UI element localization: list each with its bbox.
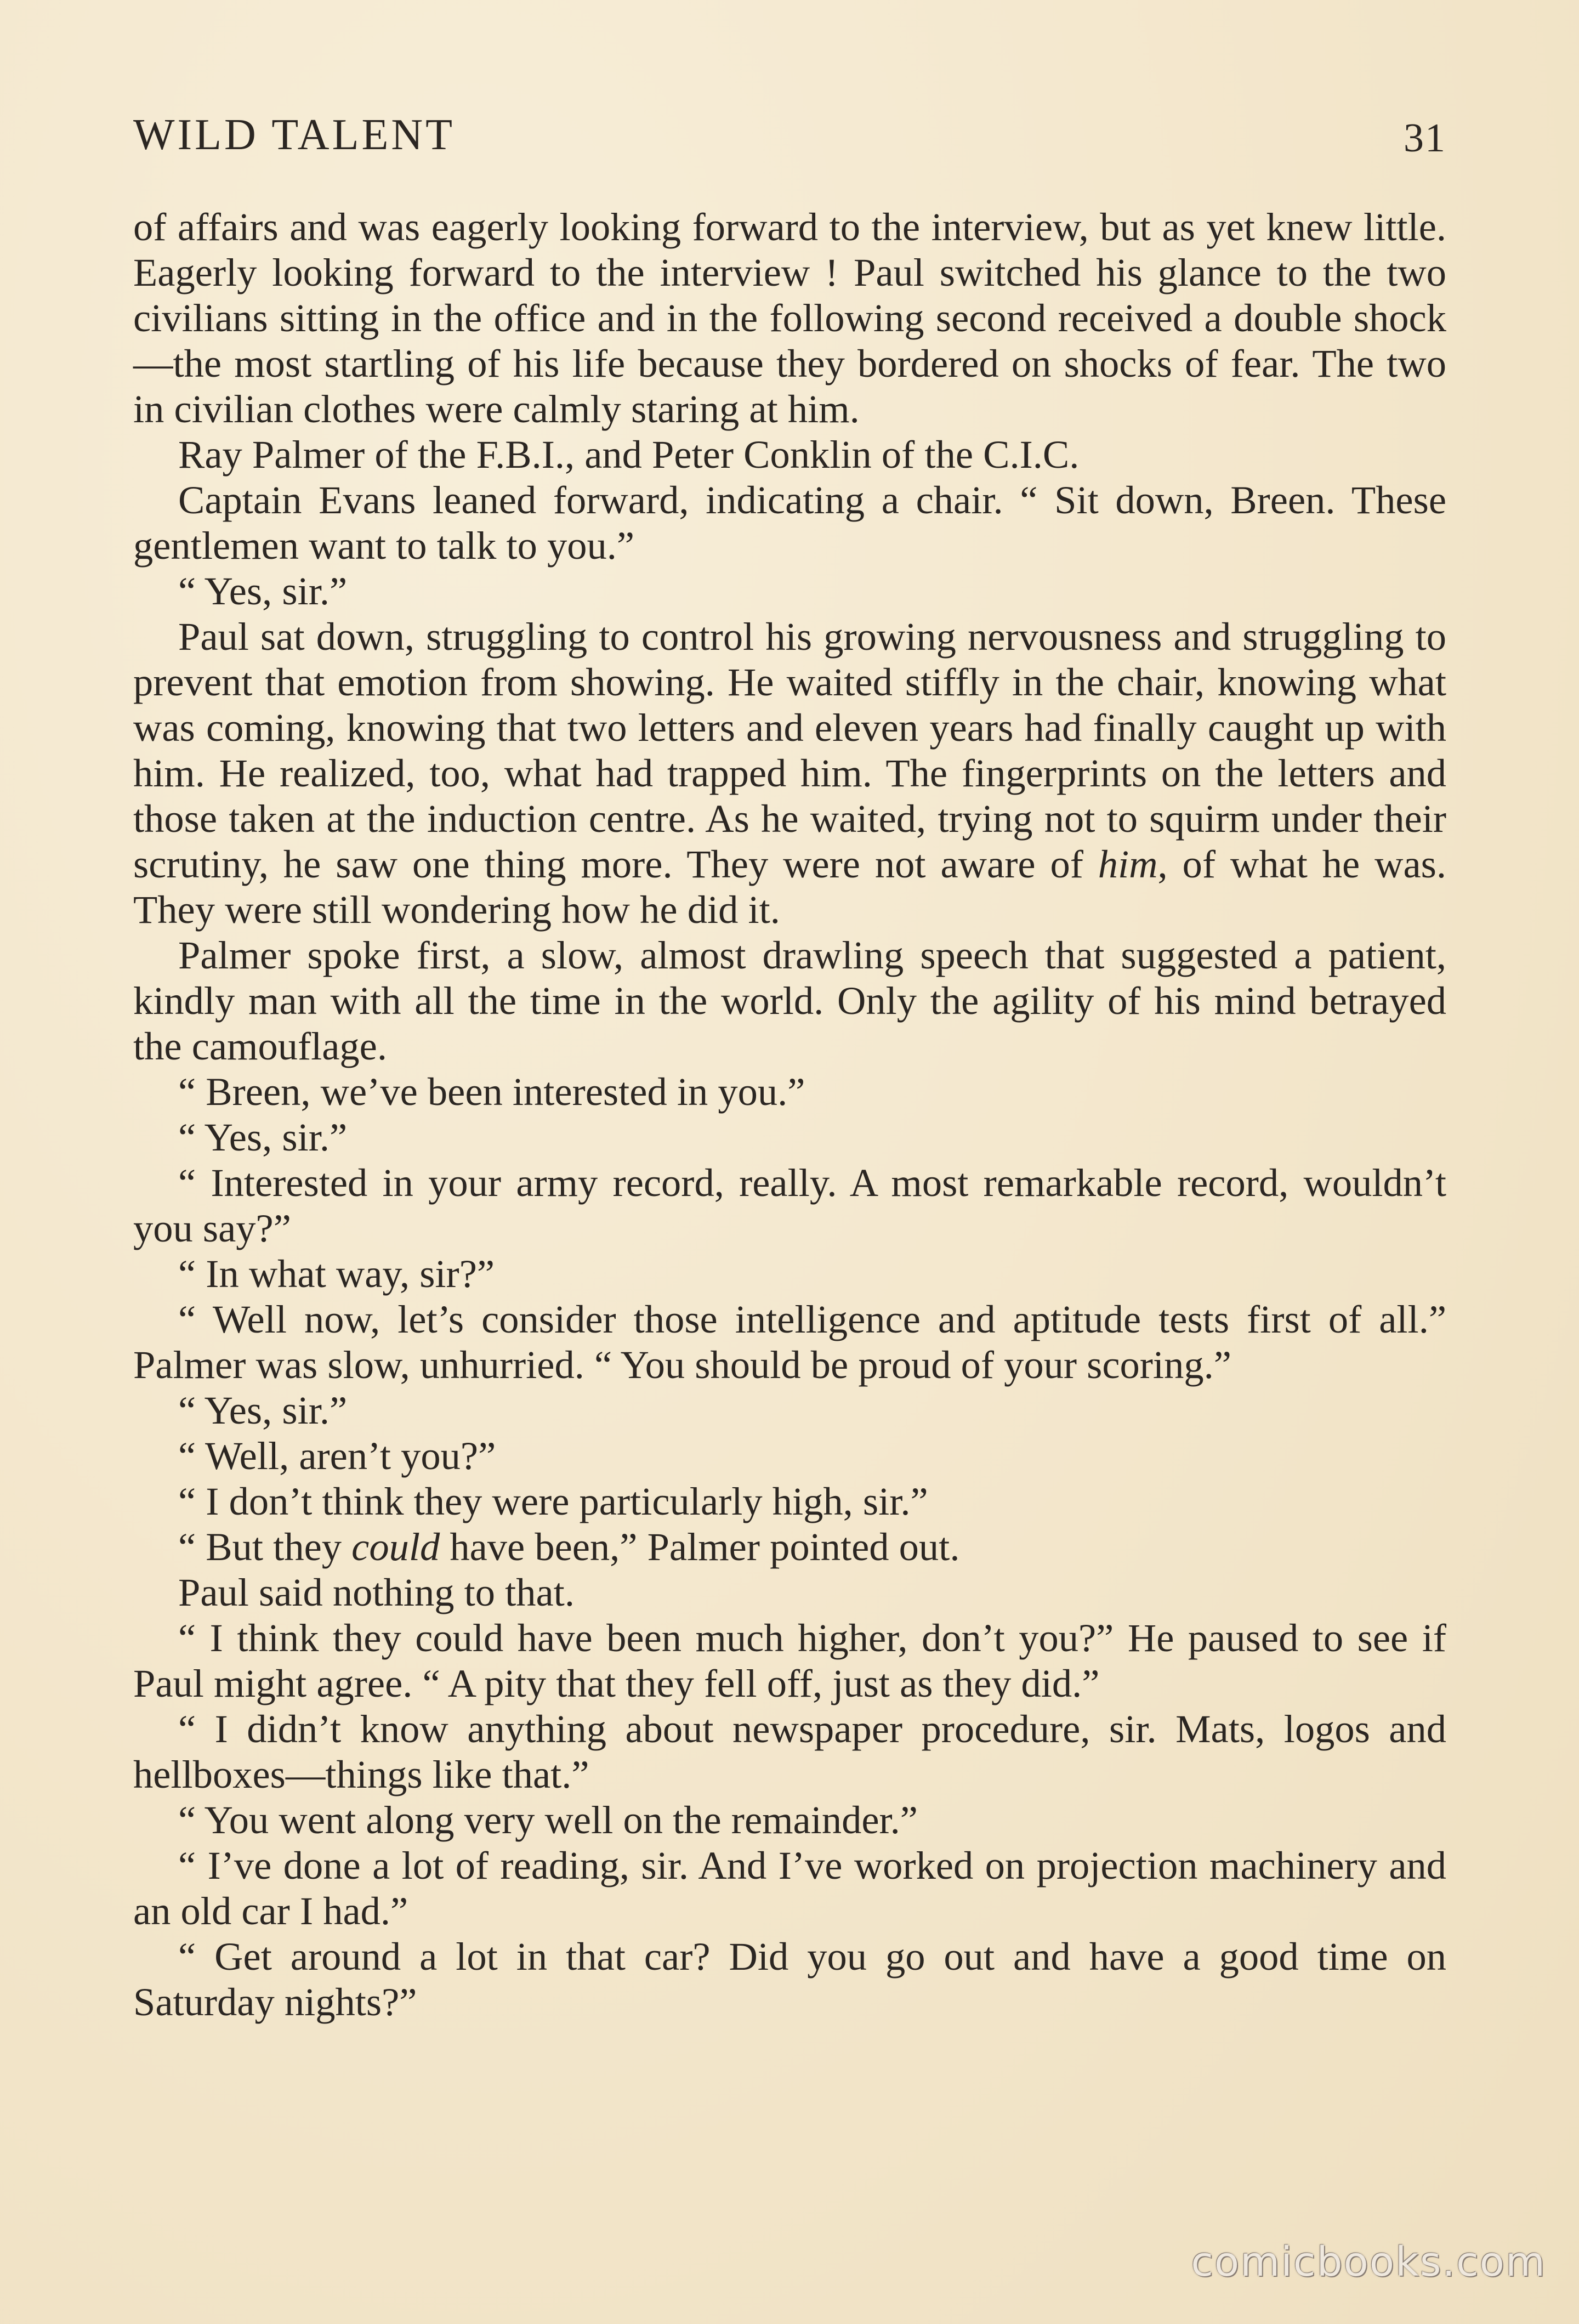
paragraph: “ Well now, let’s consider those intelligence and aptitude tests first of all.” Palmer was slow, unhurried. “ You should be proud of your scoring.” (133, 1297, 1446, 1387)
page-number: 31 (1404, 116, 1446, 161)
paragraph-text: , of what he was. They were still wondering how he did it. (133, 842, 1446, 932)
emphasized-word: could (351, 1524, 440, 1569)
watermark: comicbooks.com (1191, 2238, 1546, 2286)
paragraph: “ In what way, sir?” (178, 1251, 495, 1296)
paragraph: “ I think they could have been much higher, don’t you?” He paused to see if Paul might agree. “ A pity that they fell off, just as they did.” (133, 1616, 1446, 1705)
paragraph-text: Paul sat down, struggling to control his growing nervousness and struggling to prevent that emotion from showing. He waited stiffly in the chair, knowing what was coming, knowing that two letters and eleven years had finally caught up with him. He realized, too, what had trapped him. The fingerprints on the letters and those taken at the induction centre. As he waited, trying not to squirm under their scrutiny, he saw one thing more. They were not aware of (133, 614, 1446, 886)
paragraph: “ Well, aren’t you?” (178, 1433, 496, 1478)
paragraph-text: “ But they (178, 1524, 352, 1569)
paragraph: Ray Palmer of the F.B.I., and Peter Conklin of the C.I.C. (178, 432, 1080, 477)
paragraph: “ I’ve done a lot of reading, sir. And I’ve worked on projection machinery and an old car I had.” (133, 1843, 1446, 1933)
paragraph (133, 614, 1446, 932)
paragraph: “ Yes, sir.” (178, 569, 348, 613)
emphasized-word: him (1098, 842, 1158, 886)
paragraph (133, 1524, 1446, 1569)
body-text (133, 204, 1446, 2025)
running-head (133, 107, 1446, 162)
book-title: WILD TALENT (133, 111, 455, 159)
paragraph: Captain Evans leaned forward, indicating a chair. “ Sit down, Breen. These gentlemen want to talk to you.” (133, 478, 1446, 568)
paragraph: Paul said nothing to that. (178, 1570, 575, 1614)
paragraph: Palmer spoke first, a slow, almost drawling speech that suggested a patient, kindly man with all the time in the world. Only the agility of his mind betrayed the camouflage. (133, 933, 1446, 1068)
paragraph: “ Interested in your army record, really. A most remarkable record, wouldn’t you say?” (133, 1160, 1446, 1250)
paragraph: “ Breen, we’ve been interested in you.” (178, 1069, 805, 1114)
paragraph: “ I didn’t know anything about newspaper procedure, sir. Mats, logos and hellboxes—things like that.” (133, 1707, 1446, 1796)
paragraph: “ You went along very well on the remainder.” (178, 1798, 918, 1842)
paragraph: “ I don’t think they were particularly high, sir.” (178, 1479, 928, 1523)
paragraph: of affairs and was eagerly looking forward to the interview, but as yet knew little. Eagerly looking forward to the interview ! Paul switched his glance to the two civilians sitting in the office and in the following second received a double shock—the most startling of his life because they bordered on shocks of fear. The two in civilian clothes were calmly staring at him. (133, 205, 1446, 431)
paragraph: “ Get around a lot in that car? Did you go out and have a good time on Saturday nights?” (133, 1934, 1446, 2024)
paragraph: “ Yes, sir.” (178, 1115, 348, 1159)
paragraph: “ Yes, sir.” (178, 1388, 348, 1432)
paragraph-text: have been,” Palmer pointed out. (440, 1524, 960, 1569)
